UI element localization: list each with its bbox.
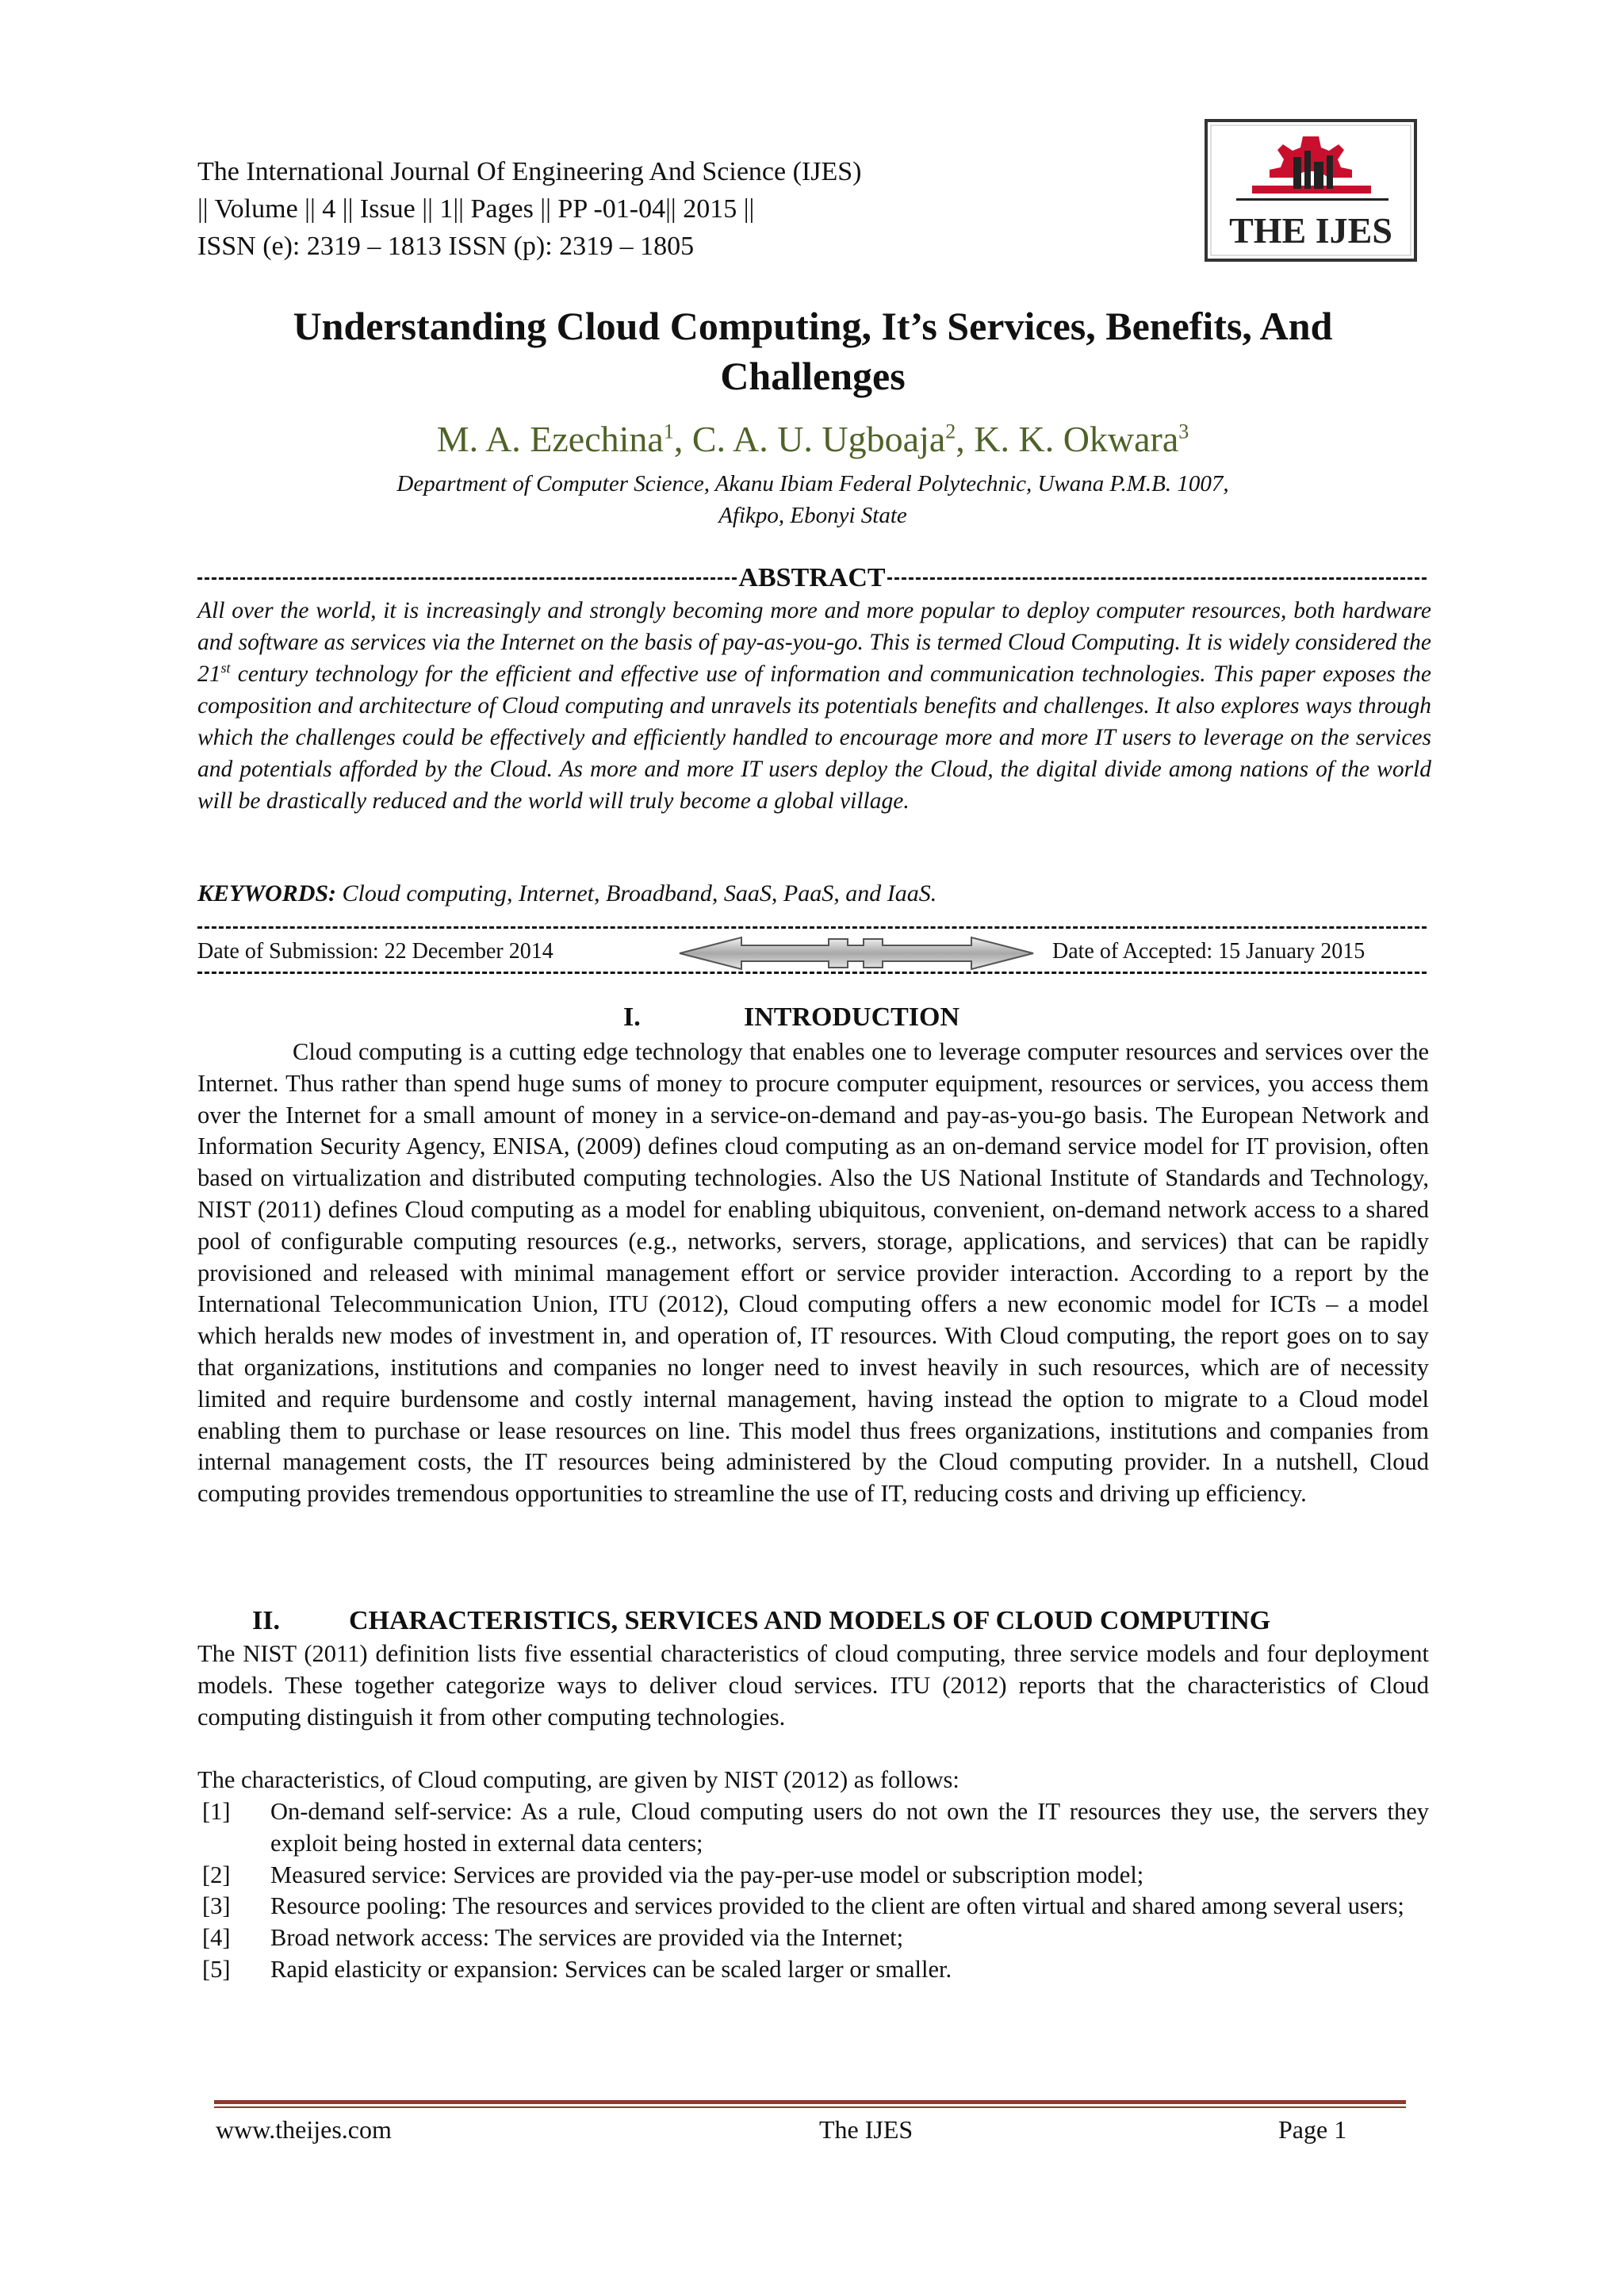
title-line-2: Challenges xyxy=(720,354,906,398)
abstract-divider xyxy=(197,561,1427,596)
footer-page-number: Page 1 xyxy=(1278,2115,1347,2144)
ijes-logo xyxy=(1205,119,1417,262)
keywords-label: KEYWORDS: xyxy=(197,880,337,907)
section-1-heading xyxy=(623,1001,959,1034)
section-2-heading xyxy=(252,1604,1270,1638)
logo-text: THE IJES xyxy=(1229,210,1392,251)
abstract-heading: ABSTRACT xyxy=(738,563,886,592)
author-2: C. A. U. Ugboaja$^2$, xyxy=(691,419,975,459)
keywords-text: Cloud computing, Internet, Broadband, SaaS, PaaS, and IaaS. xyxy=(336,880,937,907)
journal-volume: || Volume || 4 || Issue || 1|| Pages || PP -01-04|| 2015 || xyxy=(197,194,755,224)
footer-website: www.theijes.com xyxy=(216,2115,392,2144)
affiliation-line-1: Department of Computer Science, Akanu Ibiam Federal Polytechnic, Uwana P.M.B. 1007, xyxy=(396,471,1229,496)
double-arrow-icon xyxy=(678,934,1035,972)
title-line-1: Understanding Cloud Computing, It’s Services, Benefits, And xyxy=(293,304,1333,348)
abstract-dash-left xyxy=(197,577,737,580)
author-list xyxy=(198,416,1427,462)
dates-rule-bottom xyxy=(197,972,1427,974)
footer-rule-thin xyxy=(214,2106,1406,2108)
journal-issn: ISSN (e): 2319 – 1813 ISSN (p): 2319 – 1805 xyxy=(197,232,695,261)
characteristics-list xyxy=(197,1796,1429,1986)
list-item: [2] Measured service: Services are provided via the pay-per-use model or subscription model; xyxy=(202,1861,1144,1888)
affiliation-line-2: Afikpo, Ebonyi State xyxy=(718,503,907,528)
list-item: [5] Rapid elasticity or expansion: Services can be scaled larger or smaller. xyxy=(202,1955,952,1983)
abstract-dash-right xyxy=(887,577,1427,580)
list-item: [4] Broad network access: The services are provided via the Internet; xyxy=(202,1924,904,1952)
journal-header xyxy=(197,153,861,265)
submission-date: Date of Submission: 22 December 2014 xyxy=(197,939,553,964)
keywords xyxy=(197,878,1431,910)
section-2-number: II. xyxy=(252,1606,280,1635)
dates-rule-top xyxy=(197,926,1427,929)
paper-title xyxy=(198,301,1427,401)
affiliation xyxy=(198,468,1427,531)
abstract-text: All over the world, it is increasingly and strongly becoming more and more popular to deploy computer resources, both hardware and software as services via the Internet on the basis of pay-as-you-go. This is termed Cloud Computing. It is widely considered the 21st century technology for the efficient and effective use of information and communication technologies. This paper exposes the composition and architecture of Cloud computing and unravels its potentials benefits and challenges. It also explores ways through which the challenges could be effectively and efficiently handled to encourage more and more IT users to leverage on the services and potentials afforded by the Cloud. As more and more IT users deploy the Cloud, the digital divide among nations of the world will be drastically reduced and the world will truly become a global village. xyxy=(197,598,1431,814)
section-1-number: I. xyxy=(623,1002,641,1032)
author-3: K. K. Okwara$^3$ xyxy=(974,419,1189,459)
accepted-date: Date of Accepted: 15 January 2015 xyxy=(1052,939,1365,964)
list-item: [3] Resource pooling: The resources and services provided to the client are often virtual and shared among several users; xyxy=(202,1892,1404,1920)
section-1-title: INTRODUCTION xyxy=(744,1002,960,1032)
characteristics-paragraph: The NIST (2011) definition lists five essential characteristics of cloud computing, three service models and four deployment models. These together categorize ways to deliver cloud services. ITU (2012) reports that the characteristics of Cloud computing distinguish it from other computing technologies. xyxy=(197,1640,1429,1731)
section-2-title: CHARACTERISTICS, SERVICES AND MODELS OF CLOUD COMPUTING xyxy=(349,1606,1271,1635)
journal-name: The International Journal Of Engineering And Science (IJES) xyxy=(197,157,862,186)
footer-rule-thick xyxy=(214,2100,1406,2104)
characteristics-intro: The characteristics, of Cloud computing, are given by NIST (2012) as follows: xyxy=(197,1766,959,1793)
author-1: M. A. Ezechina$^1$, xyxy=(436,419,692,459)
list-item: [1] On-demand self-service: As a rule, Cloud computing users do not own the IT resources they use, the servers they exploit being hosted in external data centers; xyxy=(202,1798,1429,1857)
introduction-paragraph: Cloud computing is a cutting edge technology that enables one to leverage computer resources and services over the Internet. Thus rather than spend huge sums of money to procure computer equipment, resources or services, you access them over the Internet for a small amount of money in a service-on-demand and pay-as-you-go basis. The European Network and Information Security Agency, ENISA, (2009) defines cloud computing as an on-demand service model for IT provision, often based on virtualization and distributed computing technologies. Also the US National Institute of Standards and Technology, NIST (2011) defines Cloud computing as a model for enabling ubiquitous, convenient, on-demand network access to a shared pool of configurable computing resources (e.g., networks, servers, storage, applications, and services) that can be rapidly provisioned and released with minimal management effort or service provider interaction. According to a report by the International Telecommunication Union, ITU (2012), Cloud computing offers a new economic model for ICTs – a model which heralds new modes of investment in, and operation of, IT resources. With Cloud computing, the report goes on to say that organizations, institutions and companies no longer need to invest heavily in such resources, which are of necessity limited and require burdensome and costly internal management, having instead the option to migrate to a Cloud model enabling them to purchase or lease resources on line. This model thus frees organizations, institutions and companies from internal management costs, the IT resources being administered by the Cloud computing provider. In a nutshell, Cloud computing provides tremendous opportunities to streamline the use of IT, reducing costs and driving up efficiency. xyxy=(197,1038,1429,1508)
footer-journal: The IJES xyxy=(819,2115,914,2144)
